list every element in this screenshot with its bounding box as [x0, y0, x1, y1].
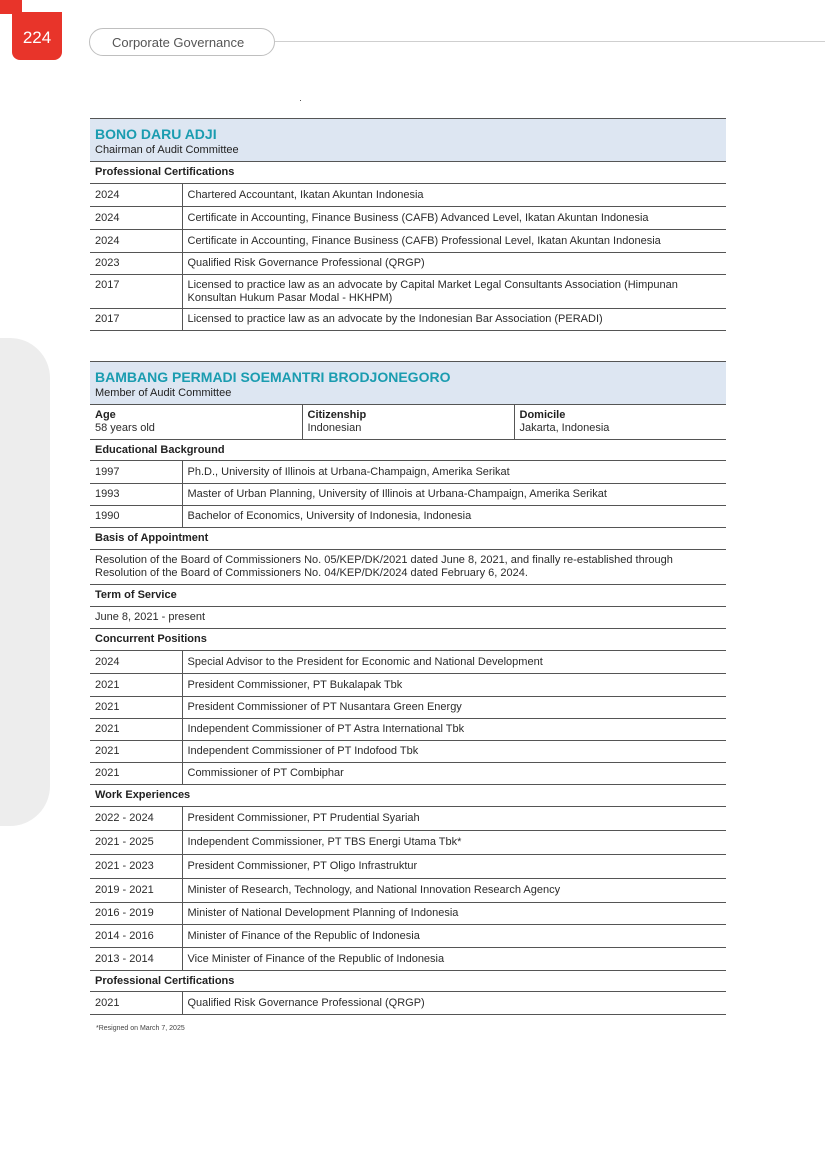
- row-year: 2014 - 2016: [90, 925, 182, 948]
- table-row: [90, 948, 726, 971]
- row-text: Vice Minister of Finance of the Republic of Indonesia: [182, 948, 726, 971]
- table-row: [90, 651, 726, 674]
- table-row: [90, 309, 726, 331]
- row-text: Minister of Research, Technology, and National Innovation Research Agency: [182, 879, 726, 903]
- citizenship-value: Indonesian: [307, 422, 362, 434]
- profile-name: BAMBANG PERMADI SOEMANTRI BRODJONEGORO: [95, 369, 451, 385]
- table-row: [90, 992, 726, 1015]
- domicile-label: Domicile: [519, 409, 566, 421]
- profile-position: Member of Audit Committee: [95, 387, 232, 399]
- age-label: Age: [95, 409, 116, 421]
- row-text: Bachelor of Economics, University of Indonesia, Indonesia: [182, 506, 726, 528]
- row-text: Licensed to practice law as an advocate by the Indonesian Bar Association (PERADI): [182, 309, 726, 331]
- row-text: Licensed to practice law as an advocate by Capital Market Legal Consultants Association (Himpunan Konsultan Hukum Pasar Modal - HKHPM): [182, 275, 726, 309]
- term-text: June 8, 2021 - present: [90, 607, 726, 629]
- row-year: 1997: [90, 461, 182, 484]
- row-year: 2023: [90, 253, 182, 275]
- domicile-value: Jakarta, Indonesia: [519, 422, 610, 434]
- profile-table-bambang: [90, 361, 726, 1015]
- section-heading-concurrent: Concurrent Positions: [90, 629, 726, 651]
- age-value: 58 years old: [95, 422, 155, 434]
- citizenship-cell: [302, 405, 514, 440]
- table-row: [90, 207, 726, 230]
- row-text: Master of Urban Planning, University of Illinois at Urbana-Champaign, Amerika Serikat: [182, 484, 726, 506]
- row-year: 2021 - 2023: [90, 855, 182, 879]
- row-text: Independent Commissioner of PT Indofood Tbk: [182, 741, 726, 763]
- table-row: [90, 461, 726, 484]
- age-cell: [90, 405, 302, 440]
- table-row: [90, 831, 726, 855]
- row-text: Special Advisor to the President for Economic and National Development: [182, 651, 726, 674]
- section-heading-work: Work Experiences: [90, 785, 726, 807]
- side-decoration: [0, 338, 50, 826]
- row-year: 2021 - 2025: [90, 831, 182, 855]
- table-row: [90, 275, 726, 309]
- row-text: Qualified Risk Governance Professional (QRGP): [182, 992, 726, 1015]
- row-text: Minister of National Development Planning of Indonesia: [182, 903, 726, 925]
- row-year: 2024: [90, 207, 182, 230]
- table-row: [90, 697, 726, 719]
- citizenship-label: Citizenship: [307, 409, 367, 421]
- section-heading-certifications: Professional Certifications: [90, 971, 726, 992]
- row-year: 1993: [90, 484, 182, 506]
- profile-table-bono: [90, 118, 726, 331]
- row-text: Certificate in Accounting, Finance Business (CAFB) Advanced Level, Ikatan Akuntan Indonesia: [182, 207, 726, 230]
- section-title: Corporate Governance: [89, 28, 275, 56]
- page-number-badge: 224: [12, 12, 62, 60]
- row-text: Independent Commissioner of PT Astra International Tbk: [182, 719, 726, 741]
- row-year: 2016 - 2019: [90, 903, 182, 925]
- row-year: 2021: [90, 763, 182, 785]
- table-row: [90, 719, 726, 741]
- domicile-cell: [514, 405, 726, 440]
- row-year: 2021: [90, 992, 182, 1015]
- row-year: 2021: [90, 697, 182, 719]
- row-text: President Commissioner, PT Prudential Syariah: [182, 807, 726, 831]
- row-year: 2019 - 2021: [90, 879, 182, 903]
- row-text: Ph.D., University of Illinois at Urbana-Champaign, Amerika Serikat: [182, 461, 726, 484]
- row-year: 2021: [90, 674, 182, 697]
- table-row: [90, 855, 726, 879]
- row-year: 2017: [90, 275, 182, 309]
- appointment-text: Resolution of the Board of Commissioners No. 05/KEP/DK/2021 dated June 8, 2021, and finally re-established through Resolution of the Board of Commissioners No. 04/KEP/DK/2024 dated February 6, 2024.: [90, 550, 726, 585]
- row-text: President Commissioner of PT Nusantara Green Energy: [182, 697, 726, 719]
- footnote: *Resigned on March 7, 2025: [96, 1025, 185, 1032]
- row-text: Qualified Risk Governance Professional (QRGP): [182, 253, 726, 275]
- section-heading-education: Educational Background: [90, 440, 726, 461]
- section-heading-certifications: Professional Certifications: [90, 162, 726, 184]
- row-text: Minister of Finance of the Republic of Indonesia: [182, 925, 726, 948]
- row-year: 2017: [90, 309, 182, 331]
- table-row: [90, 807, 726, 831]
- personal-info-row: [90, 405, 726, 440]
- row-year: 2013 - 2014: [90, 948, 182, 971]
- row-text: Certificate in Accounting, Finance Business (CAFB) Professional Level, Ikatan Akuntan Indonesia: [182, 230, 726, 253]
- section-heading-appointment: Basis of Appointment: [90, 528, 726, 550]
- stray-mark: [300, 100, 301, 101]
- profile-name: BONO DARU ADJI: [95, 126, 217, 142]
- table-row: [90, 184, 726, 207]
- profile-header: [90, 119, 726, 162]
- row-text: Independent Commissioner, PT TBS Energi Utama Tbk*: [182, 831, 726, 855]
- row-text: President Commissioner, PT Bukalapak Tbk: [182, 674, 726, 697]
- row-year: 2024: [90, 230, 182, 253]
- profile-header: [90, 362, 726, 405]
- row-year: 2022 - 2024: [90, 807, 182, 831]
- table-row: [90, 484, 726, 506]
- row-year: 2024: [90, 184, 182, 207]
- row-year: 2024: [90, 651, 182, 674]
- table-row: [90, 763, 726, 785]
- row-year: 1990: [90, 506, 182, 528]
- section-heading-term: Term of Service: [90, 585, 726, 607]
- table-row: [90, 674, 726, 697]
- table-row: [90, 506, 726, 528]
- table-row: [90, 230, 726, 253]
- header-divider: [275, 41, 825, 42]
- profile-position: Chairman of Audit Committee: [95, 144, 239, 156]
- table-row: [90, 925, 726, 948]
- table-row: [90, 253, 726, 275]
- row-text: Chartered Accountant, Ikatan Akuntan Indonesia: [182, 184, 726, 207]
- table-row: [90, 903, 726, 925]
- table-row: [90, 879, 726, 903]
- row-text: President Commissioner, PT Oligo Infrastruktur: [182, 855, 726, 879]
- row-text: Commissioner of PT Combiphar: [182, 763, 726, 785]
- table-row: [90, 741, 726, 763]
- row-year: 2021: [90, 741, 182, 763]
- row-year: 2021: [90, 719, 182, 741]
